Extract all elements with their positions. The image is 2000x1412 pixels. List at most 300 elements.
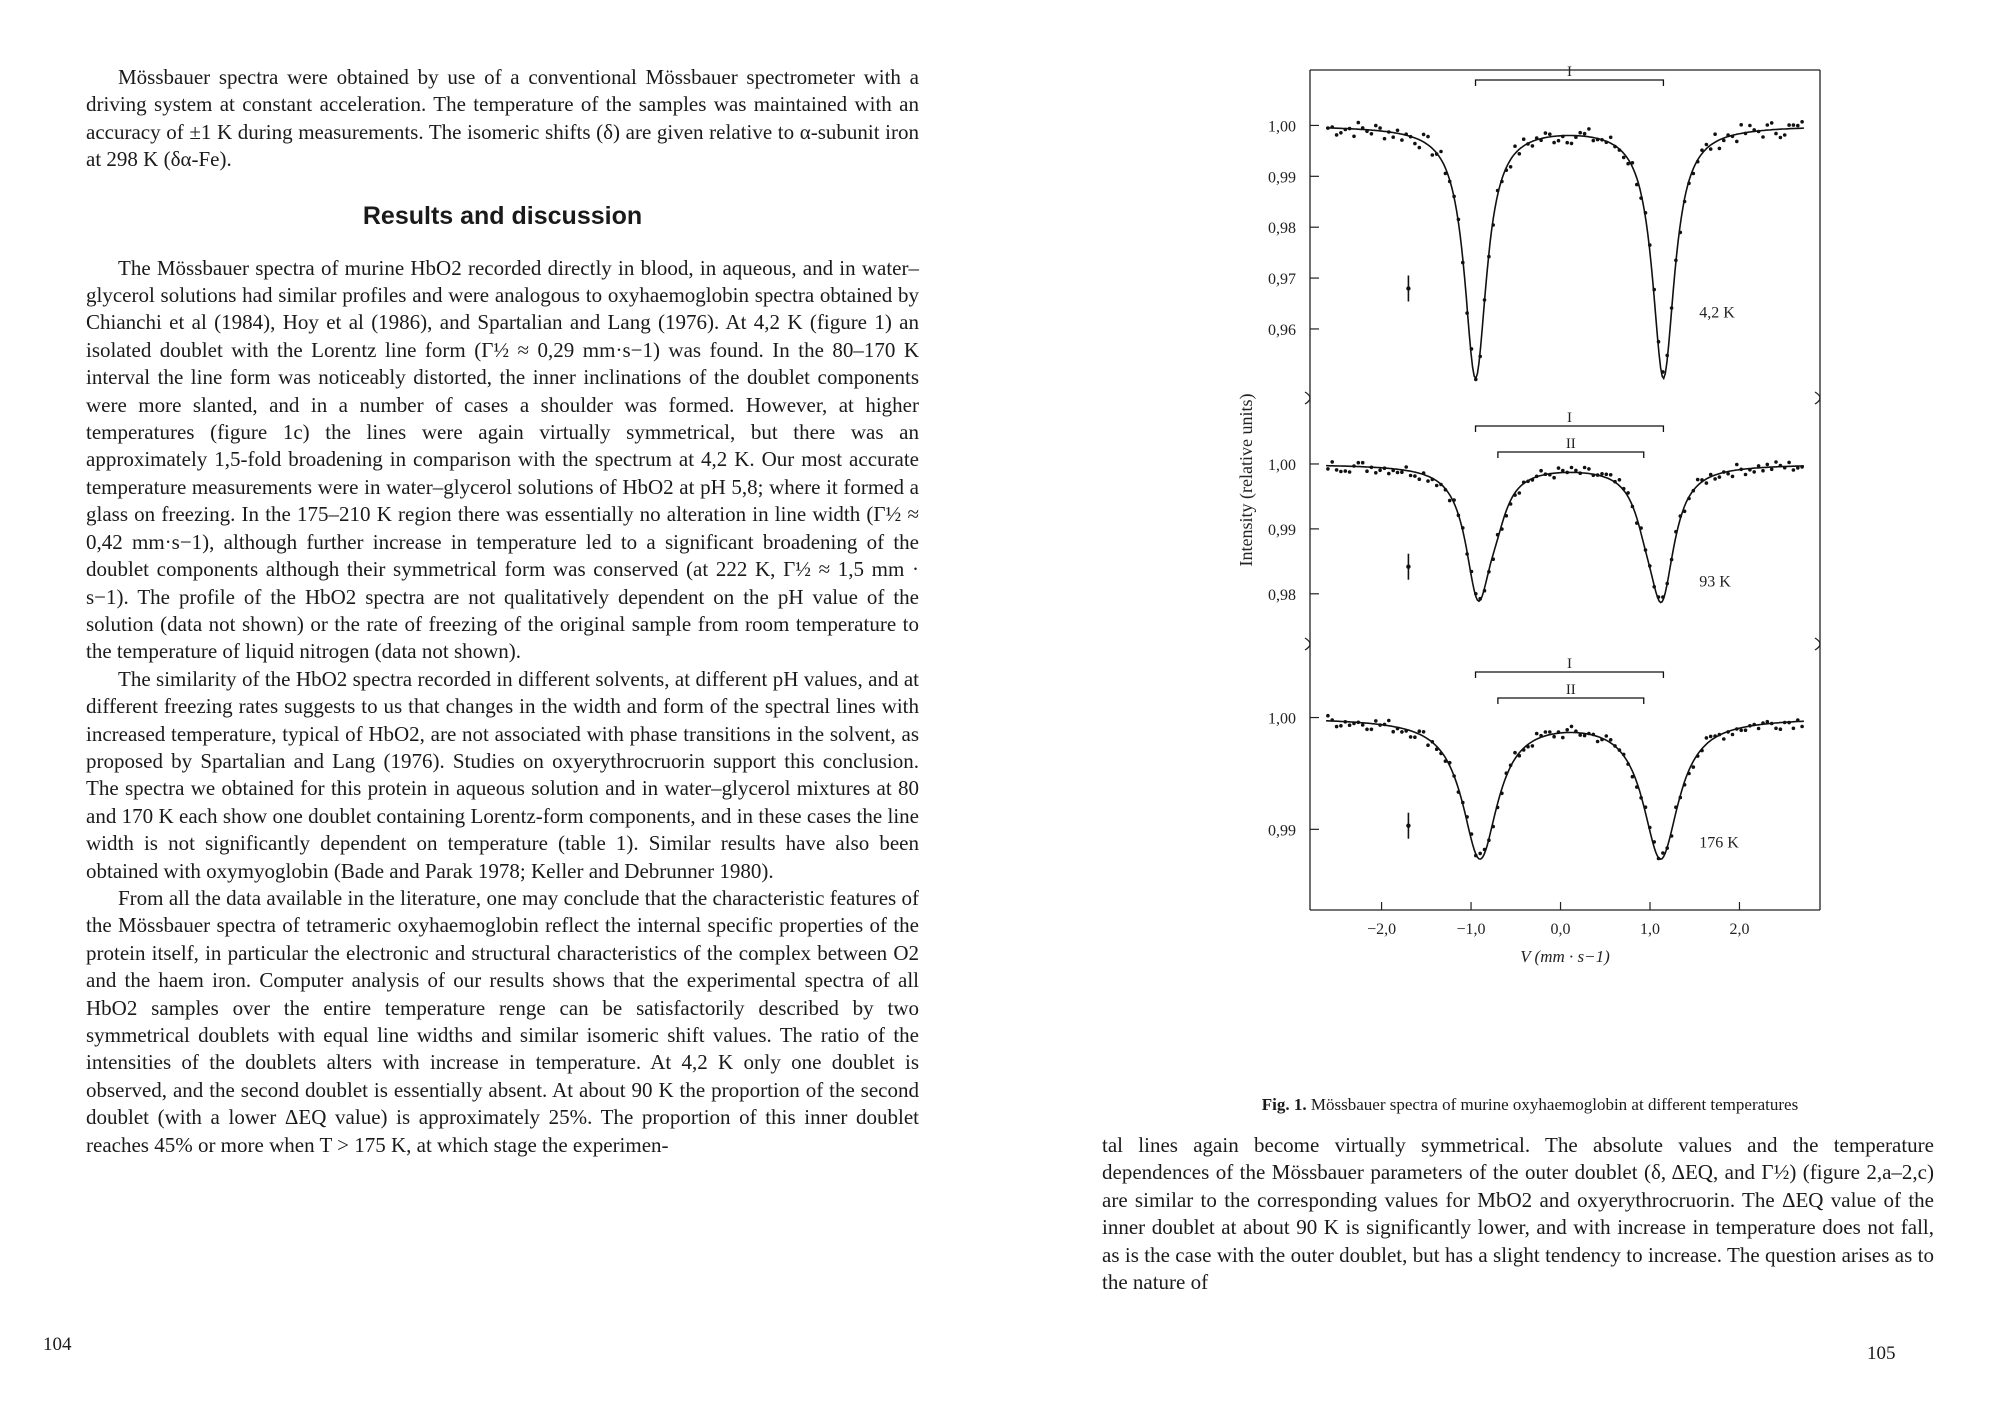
data-point bbox=[1587, 732, 1591, 736]
x-tick-label: −1,0 bbox=[1456, 921, 1486, 938]
data-point bbox=[1387, 472, 1391, 476]
data-point bbox=[1335, 468, 1339, 472]
data-point bbox=[1487, 838, 1491, 842]
x-axis-label: V (mm · s−1) bbox=[1520, 947, 1610, 966]
data-point bbox=[1422, 133, 1426, 137]
data-point bbox=[1365, 728, 1369, 732]
data-point bbox=[1748, 468, 1752, 472]
data-point bbox=[1431, 478, 1435, 482]
temperature-label: 176 K bbox=[1699, 834, 1739, 852]
data-point bbox=[1330, 460, 1334, 464]
data-point bbox=[1522, 481, 1526, 485]
data-point bbox=[1570, 142, 1574, 146]
data-point bbox=[1404, 132, 1408, 136]
data-point bbox=[1500, 527, 1504, 531]
data-point bbox=[1548, 132, 1552, 136]
data-point bbox=[1783, 466, 1787, 470]
left-text-column bbox=[86, 64, 919, 1159]
data-point bbox=[1539, 139, 1543, 143]
data-point bbox=[1700, 148, 1704, 152]
data-point bbox=[1713, 734, 1717, 738]
data-point bbox=[1587, 467, 1591, 471]
data-point bbox=[1400, 138, 1404, 142]
data-point bbox=[1435, 484, 1439, 488]
data-point bbox=[1370, 466, 1374, 470]
data-point bbox=[1639, 796, 1643, 800]
data-point bbox=[1752, 128, 1756, 132]
data-point bbox=[1709, 735, 1713, 739]
data-point bbox=[1739, 468, 1743, 472]
data-point bbox=[1687, 182, 1691, 186]
data-point bbox=[1409, 474, 1413, 478]
data-point bbox=[1626, 491, 1630, 495]
data-point bbox=[1652, 585, 1656, 589]
data-point bbox=[1774, 727, 1778, 731]
data-point bbox=[1709, 473, 1713, 477]
data-point bbox=[1478, 597, 1482, 601]
data-point bbox=[1796, 466, 1800, 470]
data-point bbox=[1735, 727, 1739, 731]
data-point bbox=[1800, 120, 1804, 124]
doublet-label: II bbox=[1565, 682, 1576, 698]
data-point bbox=[1400, 730, 1404, 734]
data-point bbox=[1665, 354, 1669, 358]
data-point bbox=[1639, 196, 1643, 200]
data-point bbox=[1722, 139, 1726, 143]
data-point bbox=[1661, 370, 1665, 374]
data-point bbox=[1700, 478, 1704, 482]
data-point bbox=[1761, 469, 1765, 473]
data-point bbox=[1448, 499, 1452, 503]
data-point bbox=[1483, 298, 1487, 302]
data-point bbox=[1457, 514, 1461, 518]
data-point bbox=[1631, 161, 1635, 165]
data-point bbox=[1570, 466, 1574, 470]
data-point bbox=[1531, 478, 1535, 482]
doublet-label: II bbox=[1565, 436, 1576, 452]
data-point bbox=[1400, 470, 1404, 474]
data-point bbox=[1787, 721, 1791, 725]
data-point bbox=[1774, 132, 1778, 136]
data-point bbox=[1387, 719, 1391, 723]
data-point bbox=[1731, 475, 1735, 479]
data-point bbox=[1726, 133, 1730, 137]
data-point bbox=[1487, 255, 1491, 259]
data-point bbox=[1444, 172, 1448, 176]
data-point bbox=[1648, 564, 1652, 568]
data-point bbox=[1722, 470, 1726, 474]
y-axis-label: Intensity (relative units) bbox=[1236, 393, 1256, 567]
data-point bbox=[1705, 481, 1709, 485]
data-point bbox=[1548, 730, 1552, 734]
data-point bbox=[1404, 729, 1408, 733]
data-point bbox=[1631, 775, 1635, 779]
data-point bbox=[1535, 732, 1539, 736]
data-point bbox=[1518, 754, 1522, 758]
data-point bbox=[1387, 130, 1391, 134]
data-point bbox=[1535, 475, 1539, 479]
data-point bbox=[1326, 467, 1330, 471]
data-point bbox=[1357, 121, 1361, 125]
data-point bbox=[1383, 466, 1387, 470]
data-point bbox=[1452, 498, 1456, 502]
data-point bbox=[1700, 749, 1704, 753]
data-point bbox=[1509, 502, 1513, 506]
x-tick-label: 1,0 bbox=[1640, 921, 1660, 938]
data-point bbox=[1383, 723, 1387, 727]
data-point bbox=[1713, 477, 1717, 481]
data-point bbox=[1335, 133, 1339, 137]
data-point bbox=[1578, 131, 1582, 135]
data-point bbox=[1657, 595, 1661, 599]
temperature-label: 93 K bbox=[1699, 573, 1731, 591]
data-point bbox=[1635, 183, 1639, 187]
data-point bbox=[1618, 748, 1622, 752]
data-point bbox=[1552, 476, 1556, 480]
data-point bbox=[1557, 139, 1561, 143]
data-point bbox=[1657, 857, 1661, 861]
data-point bbox=[1435, 152, 1439, 156]
data-point bbox=[1583, 734, 1587, 738]
data-point bbox=[1483, 589, 1487, 593]
y-tick-label: 0,98 bbox=[1268, 586, 1296, 604]
doublet-bracket bbox=[1476, 426, 1664, 432]
data-point bbox=[1491, 825, 1495, 829]
data-point bbox=[1552, 735, 1556, 739]
data-point bbox=[1674, 259, 1678, 263]
data-point bbox=[1705, 736, 1709, 740]
data-point bbox=[1365, 469, 1369, 473]
data-point bbox=[1339, 470, 1343, 474]
data-point bbox=[1457, 218, 1461, 222]
data-point bbox=[1735, 140, 1739, 144]
data-point bbox=[1774, 460, 1778, 464]
data-point bbox=[1748, 724, 1752, 728]
data-point bbox=[1583, 466, 1587, 470]
data-point bbox=[1796, 124, 1800, 128]
data-point bbox=[1670, 306, 1674, 310]
data-point bbox=[1796, 718, 1800, 722]
y-tick-label: 0,99 bbox=[1268, 521, 1296, 539]
fit-curve bbox=[1326, 128, 1804, 379]
data-point bbox=[1744, 473, 1748, 477]
data-point bbox=[1635, 521, 1639, 525]
data-point bbox=[1391, 469, 1395, 473]
data-point bbox=[1561, 469, 1565, 473]
data-point bbox=[1574, 469, 1578, 473]
data-point bbox=[1679, 514, 1683, 518]
data-point bbox=[1370, 132, 1374, 136]
axis-break bbox=[1305, 392, 1310, 404]
data-point bbox=[1692, 489, 1696, 493]
data-point bbox=[1409, 135, 1413, 139]
data-point bbox=[1352, 464, 1356, 468]
data-point bbox=[1509, 764, 1513, 768]
data-point bbox=[1391, 730, 1395, 734]
data-point bbox=[1657, 340, 1661, 344]
data-point bbox=[1613, 480, 1617, 484]
doublet-label: I bbox=[1566, 410, 1572, 426]
data-point bbox=[1683, 200, 1687, 204]
data-point bbox=[1744, 132, 1748, 136]
error-bar-point bbox=[1406, 565, 1410, 569]
data-point bbox=[1383, 137, 1387, 141]
data-point bbox=[1748, 124, 1752, 128]
data-point bbox=[1426, 135, 1430, 139]
data-point bbox=[1413, 142, 1417, 146]
data-point bbox=[1652, 840, 1656, 844]
data-point bbox=[1739, 123, 1743, 127]
error-bar-point bbox=[1406, 824, 1410, 828]
data-point bbox=[1330, 125, 1334, 129]
data-point bbox=[1561, 736, 1565, 740]
mossbauer-spectra-chart bbox=[1200, 60, 1860, 1090]
data-point bbox=[1470, 832, 1474, 836]
data-point bbox=[1439, 483, 1443, 487]
data-point bbox=[1596, 740, 1600, 744]
data-point bbox=[1752, 470, 1756, 474]
data-point bbox=[1618, 478, 1622, 482]
data-point bbox=[1696, 478, 1700, 482]
data-point bbox=[1613, 744, 1617, 748]
data-point bbox=[1431, 740, 1435, 744]
temperature-label: 4,2 K bbox=[1699, 304, 1735, 322]
data-point bbox=[1583, 132, 1587, 136]
data-point bbox=[1722, 737, 1726, 741]
data-point bbox=[1613, 145, 1617, 149]
data-point bbox=[1448, 180, 1452, 184]
caption-label: Fig. 1. bbox=[1261, 1095, 1307, 1114]
data-point bbox=[1518, 152, 1522, 156]
data-point bbox=[1622, 487, 1626, 491]
data-point bbox=[1592, 139, 1596, 143]
data-point bbox=[1465, 552, 1469, 556]
data-point bbox=[1726, 472, 1730, 476]
data-point bbox=[1683, 783, 1687, 787]
data-point bbox=[1409, 735, 1413, 739]
data-point bbox=[1378, 469, 1382, 473]
data-point bbox=[1505, 168, 1509, 172]
data-point bbox=[1483, 848, 1487, 852]
data-point bbox=[1396, 727, 1400, 731]
data-point bbox=[1679, 796, 1683, 800]
data-point bbox=[1531, 744, 1535, 748]
x-tick-label: −2,0 bbox=[1367, 921, 1397, 938]
data-point bbox=[1735, 463, 1739, 467]
caption-text: Mössbauer spectra of murine oxyhaemoglobin at different temperatures bbox=[1310, 1095, 1799, 1114]
data-point bbox=[1578, 733, 1582, 737]
data-point bbox=[1335, 725, 1339, 729]
x-tick-label: 0,0 bbox=[1550, 921, 1571, 938]
paragraph-continued: tal lines again become virtually symmetrical. The absolute values and the temperature dependences of the Mössbauer parameters of the outer doublet (δ, ΔEQ, and Γ½) (figure 2,a–2,c) are similar to the corresponding values for MbO2 and oxyerythrocruorin. The ΔEQ value of the inner doublet at about 90 K is significantly lower, and with increase in temperature does not fall, as is the case with the outer doublet, but has a slight tendency to increase. The question arises as to the nature of bbox=[1102, 1133, 1934, 1295]
data-point bbox=[1761, 135, 1765, 139]
data-point bbox=[1474, 592, 1478, 596]
doublet-bracket bbox=[1476, 672, 1664, 678]
data-point bbox=[1779, 727, 1783, 731]
data-point bbox=[1670, 834, 1674, 838]
data-point bbox=[1648, 243, 1652, 247]
data-point bbox=[1470, 347, 1474, 351]
y-tick-label: 0,96 bbox=[1268, 321, 1296, 339]
data-point bbox=[1413, 735, 1417, 739]
data-point bbox=[1705, 143, 1709, 147]
data-point bbox=[1535, 136, 1539, 140]
data-point bbox=[1596, 138, 1600, 142]
data-point bbox=[1361, 723, 1365, 727]
data-point bbox=[1757, 727, 1761, 731]
data-point bbox=[1683, 510, 1687, 514]
data-point bbox=[1644, 211, 1648, 215]
data-point bbox=[1687, 772, 1691, 776]
data-point bbox=[1783, 133, 1787, 137]
data-point bbox=[1696, 160, 1700, 164]
data-point bbox=[1713, 132, 1717, 136]
data-point bbox=[1609, 473, 1613, 477]
data-point bbox=[1431, 153, 1435, 157]
data-point bbox=[1565, 141, 1569, 145]
data-point bbox=[1739, 729, 1743, 733]
page-number-right: 105 bbox=[1867, 1343, 1896, 1364]
data-point bbox=[1670, 558, 1674, 562]
data-point bbox=[1461, 261, 1465, 265]
data-point bbox=[1731, 135, 1735, 139]
data-point bbox=[1674, 530, 1678, 534]
data-point bbox=[1605, 473, 1609, 477]
error-bar-point bbox=[1406, 286, 1410, 290]
y-tick-label: 1,00 bbox=[1268, 456, 1296, 474]
data-point bbox=[1348, 127, 1352, 131]
data-point bbox=[1418, 729, 1422, 733]
data-point bbox=[1718, 733, 1722, 737]
data-point bbox=[1609, 136, 1613, 140]
data-point bbox=[1570, 725, 1574, 729]
data-point bbox=[1779, 464, 1783, 468]
data-point bbox=[1326, 126, 1330, 130]
data-point bbox=[1644, 548, 1648, 552]
data-point bbox=[1687, 497, 1691, 501]
data-point bbox=[1661, 851, 1665, 855]
data-point bbox=[1326, 714, 1330, 718]
data-point bbox=[1500, 180, 1504, 184]
data-point bbox=[1526, 745, 1530, 749]
data-point bbox=[1444, 759, 1448, 763]
data-point bbox=[1665, 582, 1669, 586]
data-point bbox=[1600, 138, 1604, 142]
data-point bbox=[1526, 480, 1530, 484]
data-point bbox=[1474, 378, 1478, 382]
data-point bbox=[1600, 738, 1604, 742]
data-point bbox=[1426, 743, 1430, 747]
data-point bbox=[1557, 466, 1561, 470]
doublet-bracket bbox=[1498, 452, 1644, 458]
y-tick-label: 0,98 bbox=[1268, 220, 1296, 238]
data-point bbox=[1766, 720, 1770, 724]
data-point bbox=[1378, 126, 1382, 130]
data-point bbox=[1631, 505, 1635, 509]
data-point bbox=[1652, 288, 1656, 292]
data-point bbox=[1448, 761, 1452, 765]
data-point bbox=[1600, 472, 1604, 476]
data-point bbox=[1487, 570, 1491, 574]
data-point bbox=[1361, 461, 1365, 465]
y-tick-label: 0,99 bbox=[1268, 822, 1296, 840]
data-point bbox=[1792, 468, 1796, 472]
data-point bbox=[1339, 131, 1343, 135]
data-point bbox=[1565, 728, 1569, 732]
data-point bbox=[1352, 722, 1356, 726]
data-point bbox=[1544, 472, 1548, 476]
data-point bbox=[1731, 733, 1735, 737]
data-point bbox=[1370, 728, 1374, 732]
data-point bbox=[1587, 127, 1591, 131]
data-point bbox=[1391, 135, 1395, 139]
data-point bbox=[1465, 311, 1469, 315]
data-point bbox=[1374, 719, 1378, 723]
data-point bbox=[1592, 473, 1596, 477]
x-tick-label: 2,0 bbox=[1729, 921, 1750, 938]
data-point bbox=[1435, 747, 1439, 751]
y-tick-label: 1,00 bbox=[1268, 118, 1296, 136]
data-point bbox=[1452, 195, 1456, 199]
data-point bbox=[1513, 144, 1517, 148]
data-point bbox=[1679, 231, 1683, 235]
axis-break bbox=[1815, 638, 1820, 650]
data-point bbox=[1718, 147, 1722, 151]
data-point bbox=[1800, 465, 1804, 469]
data-point bbox=[1766, 123, 1770, 127]
data-point bbox=[1396, 471, 1400, 475]
axis-break bbox=[1305, 638, 1310, 650]
data-point bbox=[1548, 473, 1552, 477]
data-point bbox=[1461, 801, 1465, 805]
data-point bbox=[1531, 144, 1535, 148]
data-point bbox=[1496, 533, 1500, 537]
data-point bbox=[1522, 137, 1526, 141]
data-point bbox=[1426, 479, 1430, 483]
data-point bbox=[1496, 806, 1500, 810]
data-point bbox=[1792, 727, 1796, 731]
data-point bbox=[1544, 730, 1548, 734]
paragraph-results-2: The similarity of the HbO2 spectra recorded in different solvents, at different pH values, and at different freezing rates suggests to us that changes in the width and form of the spectral lines with increased temperature, typical of HbO2, are not associated with phase transitions in the solvent, as proposed by Spartalian and Lang (1976). Studies on oxyerythrocruorin support this conclusion. The spectra we obtained for this protein in aqueous solution and in water–glycerol mixtures at 80 and 170 K each show one doublet containing Lorentz-form components, and in these cases the line width is not significantly dependent on temperature (table 1). Similar results have also been obtained with oxymyoglobin (Bade and Parak 1978; Keller and Debrunner 1980). bbox=[86, 666, 919, 883]
data-point bbox=[1635, 785, 1639, 789]
data-point bbox=[1378, 723, 1382, 727]
data-point bbox=[1661, 595, 1665, 599]
data-point bbox=[1770, 468, 1774, 472]
data-point bbox=[1518, 491, 1522, 495]
data-point bbox=[1605, 734, 1609, 738]
data-point bbox=[1496, 189, 1500, 193]
data-point bbox=[1509, 165, 1513, 169]
data-point bbox=[1344, 469, 1348, 473]
data-point bbox=[1574, 135, 1578, 139]
data-point bbox=[1718, 475, 1722, 479]
data-point bbox=[1539, 469, 1543, 473]
doublet-label: I bbox=[1566, 656, 1572, 672]
paragraph-methods: Mössbauer spectra were obtained by use of a conventional Mössbauer spectrometer with a driving system at constant acceleration. The temperature of the samples was maintained with an accuracy of ±1 K during measurements. The isomeric shifts (δ) are given relative to α-subunit iron at 298 K (δα-Fe). bbox=[86, 65, 919, 172]
data-point bbox=[1565, 471, 1569, 475]
data-point bbox=[1474, 854, 1478, 858]
data-point bbox=[1505, 771, 1509, 775]
data-point bbox=[1330, 718, 1334, 722]
data-point bbox=[1552, 141, 1556, 145]
right-text-column bbox=[1102, 1132, 1934, 1296]
y-tick-label: 1,00 bbox=[1268, 710, 1296, 728]
page-number-left: 104 bbox=[43, 1334, 72, 1355]
data-point bbox=[1648, 826, 1652, 830]
data-point bbox=[1418, 477, 1422, 481]
data-point bbox=[1344, 720, 1348, 724]
data-point bbox=[1605, 141, 1609, 145]
